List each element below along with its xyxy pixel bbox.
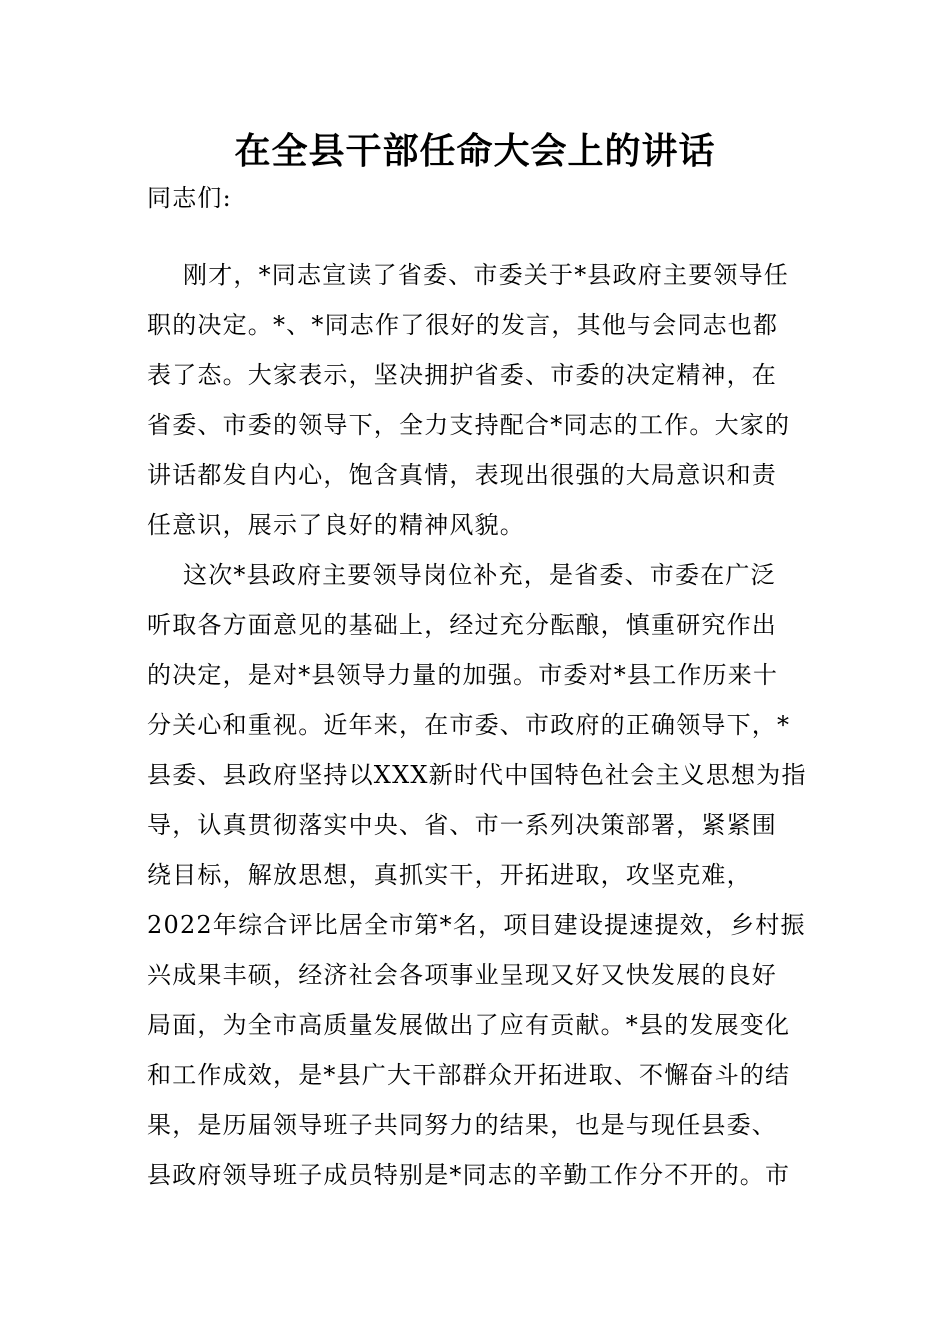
paragraph-2-line-2: 听取各方面意见的基础上，经过充分酝酿，慎重研究作出: [147, 611, 777, 639]
paragraph-2-line-12: 果，是历届领导班子共同努力的结果，也是与现任县委、: [147, 1111, 777, 1139]
paragraph-2-line-10: 局面，为全市高质量发展做出了应有贡献。*县的发展变化: [147, 1011, 791, 1039]
paragraph-2-line-13: 县政府领导班子成员特别是*同志的辛勤工作分不开的。市: [147, 1161, 791, 1189]
paragraph-1-line-5: 讲话都发自内心，饱含真情，表现出很强的大局意识和责: [147, 461, 777, 489]
paragraph-1-line-3: 表了态。大家表示，坚决拥护省委、市委的决定精神，在: [147, 361, 777, 389]
document-title: 在全县干部任命大会上的讲话: [234, 130, 716, 172]
paragraph-2-line-5: 县委、县政府坚持以XXX新时代中国特色社会主义思想为指: [147, 761, 807, 789]
paragraph-1-line-2: 职的决定。*、*同志作了很好的发言，其他与会同志也都: [147, 311, 779, 339]
paragraph-2-line-1: 这次*县政府主要领导岗位补充，是省委、市委在广泛: [183, 561, 776, 589]
paragraph-2-line-8: 2022年综合评比居全市第*名，项目建设提速提效，乡村振: [147, 911, 806, 939]
paragraph-2-line-3: 的决定，是对*县领导力量的加强。市委对*县工作历来十: [147, 661, 779, 689]
paragraph-1-line-4: 省委、市委的领导下，全力支持配合*同志的工作。大家的: [147, 411, 791, 439]
salutation: 同志们:: [147, 184, 232, 212]
paragraph-1-line-1: 刚才，*同志宣读了省委、市委关于*县政府主要领导任: [183, 261, 789, 289]
paragraph-2-line-7: 绕目标，解放思想，真抓实干，开拓进取，攻坚克难，: [147, 861, 752, 889]
paragraph-2-line-9: 兴成果丰硕，经济社会各项事业呈现又好又快发展的良好: [147, 961, 777, 989]
paragraph-1-line-6: 任意识，展示了良好的精神风貌。: [147, 511, 525, 539]
paragraph-2-line-6: 导，认真贯彻落实中央、省、市一系列决策部署，紧紧围: [147, 811, 777, 839]
paragraph-2-line-11: 和工作成效，是*县广大干部群众开拓进取、不懈奋斗的结: [147, 1061, 791, 1089]
paragraph-2-line-4: 分关心和重视。近年来，在市委、市政府的正确领导下，*: [147, 711, 791, 739]
